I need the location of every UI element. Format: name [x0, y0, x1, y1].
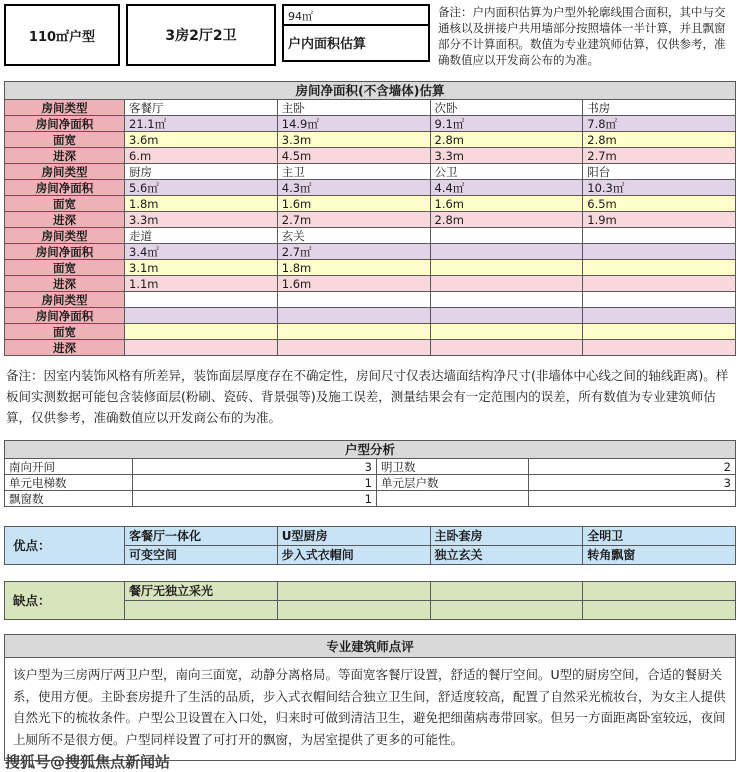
cell: 1.8m	[125, 196, 278, 212]
row-label: 面宽	[5, 196, 125, 212]
table-row	[5, 196, 736, 212]
con-item	[277, 601, 430, 620]
analysis-value: 3	[133, 459, 377, 475]
pros-table	[4, 526, 736, 565]
row-label: 进深	[5, 276, 125, 292]
table-row	[5, 100, 736, 116]
cell: 主卫	[277, 164, 430, 180]
cell	[125, 340, 278, 356]
review-section	[4, 634, 736, 761]
cell: 2.7m	[277, 212, 430, 228]
cell	[430, 324, 583, 340]
analysis-label: 飘窗数	[5, 491, 133, 507]
unit-size-box: 110㎡户型	[4, 4, 120, 66]
cell: 1.6m	[277, 196, 430, 212]
pro-item: U型厨房	[277, 527, 430, 546]
pro-item: 可变空间	[125, 546, 278, 565]
cell	[583, 292, 736, 308]
cell	[430, 228, 583, 244]
area-value: 94㎡	[284, 6, 428, 26]
cell: 1.8m	[277, 260, 430, 276]
cell: 厨房	[125, 164, 278, 180]
cell: 2.8m	[430, 212, 583, 228]
pro-item: 客餐厅一体化	[125, 527, 278, 546]
row-label: 房间净面积	[5, 116, 125, 132]
cell: 1.6m	[430, 196, 583, 212]
cons-table	[4, 581, 736, 620]
cell: 14.9㎡	[277, 116, 430, 132]
review-title: 专业建筑师点评	[5, 635, 735, 658]
cell: 3.3m	[430, 148, 583, 164]
cell: 2.7m	[583, 148, 736, 164]
table-title-row	[5, 441, 736, 459]
con-item	[583, 601, 736, 620]
cell: 书房	[583, 100, 736, 116]
spacer	[4, 507, 736, 523]
cell: 3.3m	[125, 212, 278, 228]
cell: 玄关	[277, 228, 430, 244]
table-row	[5, 148, 736, 164]
watermark: 搜狐号@搜狐焦点新闻站	[5, 753, 171, 771]
table-row	[5, 180, 736, 196]
analysis-value: 1	[133, 475, 377, 491]
cell: 2.7㎡	[277, 244, 430, 260]
cell	[430, 308, 583, 324]
row-label: 进深	[5, 212, 125, 228]
area-label: 户内面积估算	[288, 37, 367, 52]
cell	[125, 324, 278, 340]
analysis-value: 1	[133, 491, 377, 507]
table-row	[5, 228, 736, 244]
cell: 2.8m	[430, 132, 583, 148]
cell: 4.3㎡	[277, 180, 430, 196]
pro-item: 主卧套房	[430, 527, 583, 546]
cell: 次卧	[430, 100, 583, 116]
review-text: 该户型为三房两厅两卫户型，南向三面宽，动静分离格局。等面宽客餐厅设置，舒适的餐厅空间。U型的厨房空间，合适的餐厨关系，使用方便。主卧套房提升了生活的品质，步入式衣帽间结合独立卫生间，舒适度较高，配置了自然采光梳妆台，为女主人提供自然光下的梳妆条件。户型公卫设置在入口处，归来时可做到清洁卫生，避免把细菌病毒带回家。但另一方面距离卧室较远，夜间上厕所不是很方便。户型同样设置了可打开的飘窗，为居室提供了更多的可能性。	[13, 667, 726, 747]
cell	[430, 276, 583, 292]
cell: 3.4㎡	[125, 244, 278, 260]
cell	[430, 340, 583, 356]
cell	[125, 308, 278, 324]
con-item	[583, 582, 736, 601]
table-row	[5, 308, 736, 324]
row-label: 面宽	[5, 132, 125, 148]
table-row	[5, 475, 736, 491]
cell: 3.1m	[125, 260, 278, 276]
analysis-label: 明卫数	[377, 459, 529, 475]
table-row	[5, 260, 736, 276]
table-title: 房间净面积(不含墙体)估算	[5, 82, 736, 100]
cell	[430, 260, 583, 276]
table-row	[5, 491, 736, 507]
analysis-value: 3	[529, 475, 736, 491]
cell	[430, 244, 583, 260]
cell	[583, 244, 736, 260]
cons-label: 缺点：	[5, 582, 125, 620]
cell: 10.3㎡	[583, 180, 736, 196]
table-row	[5, 292, 736, 308]
pro-item: 全明卫	[583, 527, 736, 546]
row-label: 房间净面积	[5, 180, 125, 196]
table-title-row	[5, 82, 736, 100]
row-label: 房间类型	[5, 292, 125, 308]
con-item	[430, 601, 583, 620]
layout-box: 3房2厅2卫	[126, 4, 276, 66]
area-estimate-box	[282, 4, 430, 62]
row-label: 进深	[5, 148, 125, 164]
cell: 21.1㎡	[125, 116, 278, 132]
cell	[430, 292, 583, 308]
cell: 5.6㎡	[125, 180, 278, 196]
con-item	[277, 582, 430, 601]
cell: 3.3m	[277, 132, 430, 148]
spacer	[4, 620, 736, 634]
table-row	[5, 582, 736, 601]
row-label: 面宽	[5, 260, 125, 276]
con-item	[125, 601, 278, 620]
cell: 主卧	[277, 100, 430, 116]
analysis-label	[377, 491, 529, 507]
analysis-value	[529, 491, 736, 507]
table-row	[5, 340, 736, 356]
table-row	[5, 527, 736, 546]
analysis-label: 南向开间	[5, 459, 133, 475]
cell	[277, 324, 430, 340]
cell	[583, 276, 736, 292]
cell: 客餐厅	[125, 100, 278, 116]
cell	[583, 324, 736, 340]
cell	[277, 292, 430, 308]
row-label: 房间净面积	[5, 308, 125, 324]
cell: 阳台	[583, 164, 736, 180]
pro-item: 转角飘窗	[583, 546, 736, 565]
cell: 4.4㎡	[430, 180, 583, 196]
table-row	[5, 164, 736, 180]
cell: 走道	[125, 228, 278, 244]
row-label: 房间类型	[5, 228, 125, 244]
cell: 1.1m	[125, 276, 278, 292]
cell	[583, 308, 736, 324]
table-row	[5, 459, 736, 475]
table-row	[5, 212, 736, 228]
cell: 1.6m	[277, 276, 430, 292]
table-row	[5, 116, 736, 132]
analysis-label: 单元层户数	[377, 475, 529, 491]
cell: 公卫	[430, 164, 583, 180]
analysis-value: 2	[529, 459, 736, 475]
analysis-label: 单元电梯数	[5, 475, 133, 491]
con-item	[430, 582, 583, 601]
area-table-note: 备注：因室内装饰风格有所差异，装饰面层厚度存在不确定性，房间尺寸仅表达墙面结构净尺寸(非墙体中心线之间的轴线距离)。样板间实测数据可能包含装修面层(粉刷、瓷砖、背景强等)及施工误差，测量结果会有一定范围内的误差，所有数值为专业建筑师估算，仅供参考，准确数值应以开发商公布的为准。	[6, 368, 729, 425]
table-row	[5, 244, 736, 260]
cell: 6.m	[125, 148, 278, 164]
row-label: 进深	[5, 340, 125, 356]
table-row	[5, 276, 736, 292]
pros-label: 优点：	[5, 527, 125, 565]
cell: 6.5m	[583, 196, 736, 212]
cell	[277, 340, 430, 356]
cell: 4.5m	[277, 148, 430, 164]
cell: 7.8㎡	[583, 116, 736, 132]
pro-item: 独立玄关	[430, 546, 583, 565]
pro-item: 步入式衣帽间	[277, 546, 430, 565]
analysis-table	[4, 440, 736, 507]
header-note: 备注：户内面积估算为户型外轮廓线围合面积，其中与交通核以及拼接户共用墙部分按照墙体一半计算，并且飘窗部分不计算面积。数值为专业建筑师估算，仅供参考，准确数值应以开发商公布的为准。	[438, 5, 726, 67]
row-label: 房间类型	[5, 100, 125, 116]
table-row	[5, 132, 736, 148]
cell	[583, 228, 736, 244]
cell: 9.1㎡	[430, 116, 583, 132]
top-header	[4, 4, 736, 68]
table-row	[5, 324, 736, 340]
row-label: 面宽	[5, 324, 125, 340]
row-label: 房间类型	[5, 164, 125, 180]
con-item: 餐厅无独立采光	[125, 582, 278, 601]
cell	[125, 292, 278, 308]
cell: 3.6m	[125, 132, 278, 148]
cell	[277, 308, 430, 324]
cell	[583, 340, 736, 356]
analysis-title: 户型分析	[5, 441, 736, 459]
cell: 2.8m	[583, 132, 736, 148]
cell	[583, 260, 736, 276]
spacer	[4, 565, 736, 581]
cell: 1.9m	[583, 212, 736, 228]
room-area-table	[4, 81, 736, 356]
row-label: 房间净面积	[5, 244, 125, 260]
